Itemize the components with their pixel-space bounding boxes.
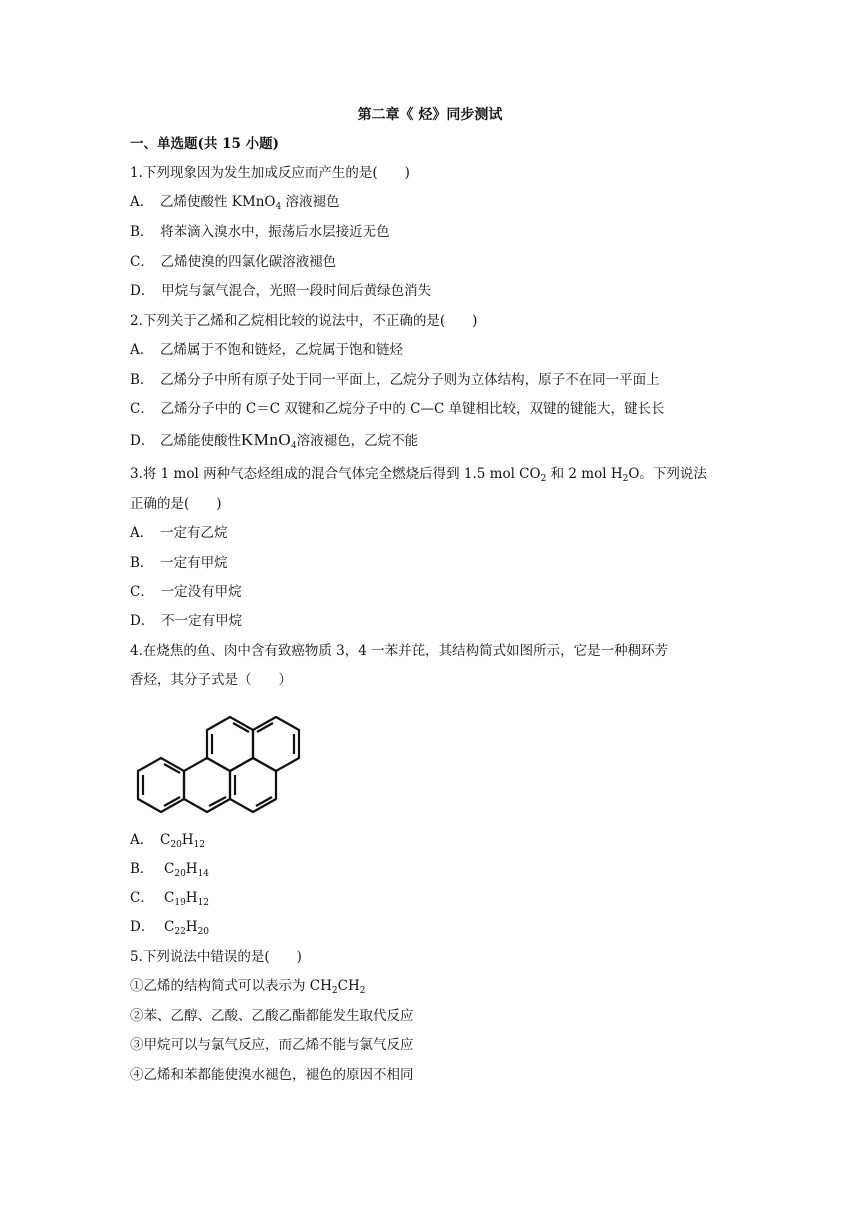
q4-option-d-label: D． — [130, 919, 155, 935]
q5-statement-1 — [130, 976, 365, 996]
q4-option-d-c-sub: 22 — [174, 927, 186, 937]
q3-stem-part-b: 和 2 mol H — [546, 466, 623, 482]
q4-option-a-c-sub: 20 — [170, 840, 182, 850]
q2-formula-main: KMnO — [241, 430, 292, 449]
q4-option-b-label: B． — [130, 861, 154, 877]
q4-option-c-c: C — [164, 890, 175, 906]
q4-option-a-label: A． — [130, 832, 154, 848]
q4-option-a-c: C — [160, 832, 171, 848]
q3-stem-line2: 正确的是( ) — [130, 496, 222, 512]
q5-statement-1-sub1: 2 — [331, 986, 338, 996]
q2-option-d-formula — [241, 430, 297, 449]
q1-option-a-text: 乙烯使酸性 KMnO — [160, 194, 276, 210]
q2-option-d-text: 乙烯能使酸性 — [160, 433, 241, 449]
q5-statement-3: ③甲烷可以与氯气反应，而乙烯不能与氯气反应 — [130, 1037, 414, 1053]
q3-stem-sub2: 2 — [622, 474, 629, 484]
q5-statement-1-mid: CH — [337, 978, 360, 994]
q1-option-a — [130, 192, 340, 212]
section-heading: 一、单选题(共 15 小题) — [130, 136, 279, 152]
q3-option-b: B． 一定有甲烷 — [130, 555, 228, 571]
q4-option-b-h: H — [185, 861, 198, 877]
q4-option-a-h: H — [181, 832, 194, 848]
q4-option-b-h-sub: 14 — [197, 869, 210, 879]
q3-option-d: D． 不一定有甲烷 — [130, 613, 243, 629]
q1-option-a-label: A． — [130, 194, 154, 210]
q2-option-b: B． 乙烯分子中所有原子处于同一平面上，乙烷分子则为立体结构，原子不在同一平面上 — [130, 372, 660, 388]
q1-option-c: C． 乙烯使溴的四氯化碳溶液褪色 — [130, 254, 337, 270]
q4-option-d-h-sub: 20 — [197, 927, 210, 937]
q1-option-d: D． 甲烷与氯气混合，光照一段时间后黄绿色消失 — [130, 283, 432, 299]
q2-option-c: C． 乙烯分子中的 C＝C 双键和乙烷分子中的 C—C 单键相比较，双键的键能大，键长长 — [130, 401, 665, 417]
q4-option-d-c: C — [164, 919, 175, 935]
q1-stem: 1.下列现象因为发生加成反应而产生的是( ) — [130, 165, 410, 181]
benzopyrene-structure-icon — [126, 698, 306, 822]
q3-option-a: A． 一定有乙烷 — [130, 525, 228, 541]
q4-option-c-h-sub: 12 — [197, 898, 210, 908]
q4-stem-line2: 香烃，其分子式是（ ） — [130, 672, 292, 688]
q4-option-b-c: C — [164, 861, 175, 877]
q4-option-c — [130, 888, 209, 908]
q1-option-b: B． 将苯滴入溴水中，振荡后水层接近无色 — [130, 224, 390, 240]
document-title: 第二章《 烃》同步测试 — [357, 107, 503, 123]
q3-stem-sub1: 2 — [540, 474, 547, 484]
q4-option-b — [130, 859, 209, 879]
q4-option-c-c-sub: 19 — [174, 898, 186, 908]
benzopyrene-structure-svg — [126, 698, 306, 818]
q4-option-c-h: H — [185, 890, 198, 906]
q4-option-d-h: H — [185, 919, 198, 935]
q5-statement-4: ④乙烯和苯都能使溴水褪色，褪色的原因不相同 — [130, 1067, 414, 1083]
q1-option-a-subscript: 4 — [275, 202, 282, 212]
q5-statement-2: ②苯、乙醇、乙酸、乙酸乙酯都能发生取代反应 — [130, 1008, 414, 1024]
q3-stem-line1 — [130, 464, 707, 484]
q2-option-d-text-end: 溶液褪色，乙烷不能 — [296, 433, 419, 449]
q2-formula-subscript: 4 — [291, 440, 297, 451]
q2-option-d — [130, 430, 418, 451]
q5-stem: 5.下列说法中错误的是( ) — [130, 949, 302, 965]
q5-statement-1-text: ①乙烯的结构简式可以表示为 CH — [130, 978, 332, 994]
q2-stem: 2.下列关于乙烯和乙烷相比较的说法中，不正确的是( ) — [130, 313, 478, 329]
q3-stem-part-a: 3.将 1 mol 两种气态烃组成的混合气体完全燃烧后得到 1.5 mol CO — [130, 466, 541, 482]
q4-stem-line1: 4.在烧焦的鱼、肉中含有致癌物质 3，4 一苯并芘，其结构简式如图所示，它是一种稠环芳 — [130, 643, 669, 659]
q4-option-b-c-sub: 20 — [174, 869, 186, 879]
q2-option-d-label: D． — [130, 433, 155, 449]
q2-option-a: A． 乙烯属于不饱和链烃，乙烷属于饱和链烃 — [130, 342, 403, 358]
q4-option-a-h-sub: 12 — [193, 840, 206, 850]
q4-option-c-label: C． — [130, 890, 154, 906]
q3-option-c: C． 一定没有甲烷 — [130, 584, 242, 600]
q1-option-a-text-end: 溶液褪色 — [281, 194, 340, 210]
q3-stem-part-c: O。下列说法 — [628, 466, 707, 482]
q5-statement-1-sub2: 2 — [359, 986, 366, 996]
q4-option-d — [130, 917, 209, 937]
q4-option-a — [130, 830, 205, 850]
